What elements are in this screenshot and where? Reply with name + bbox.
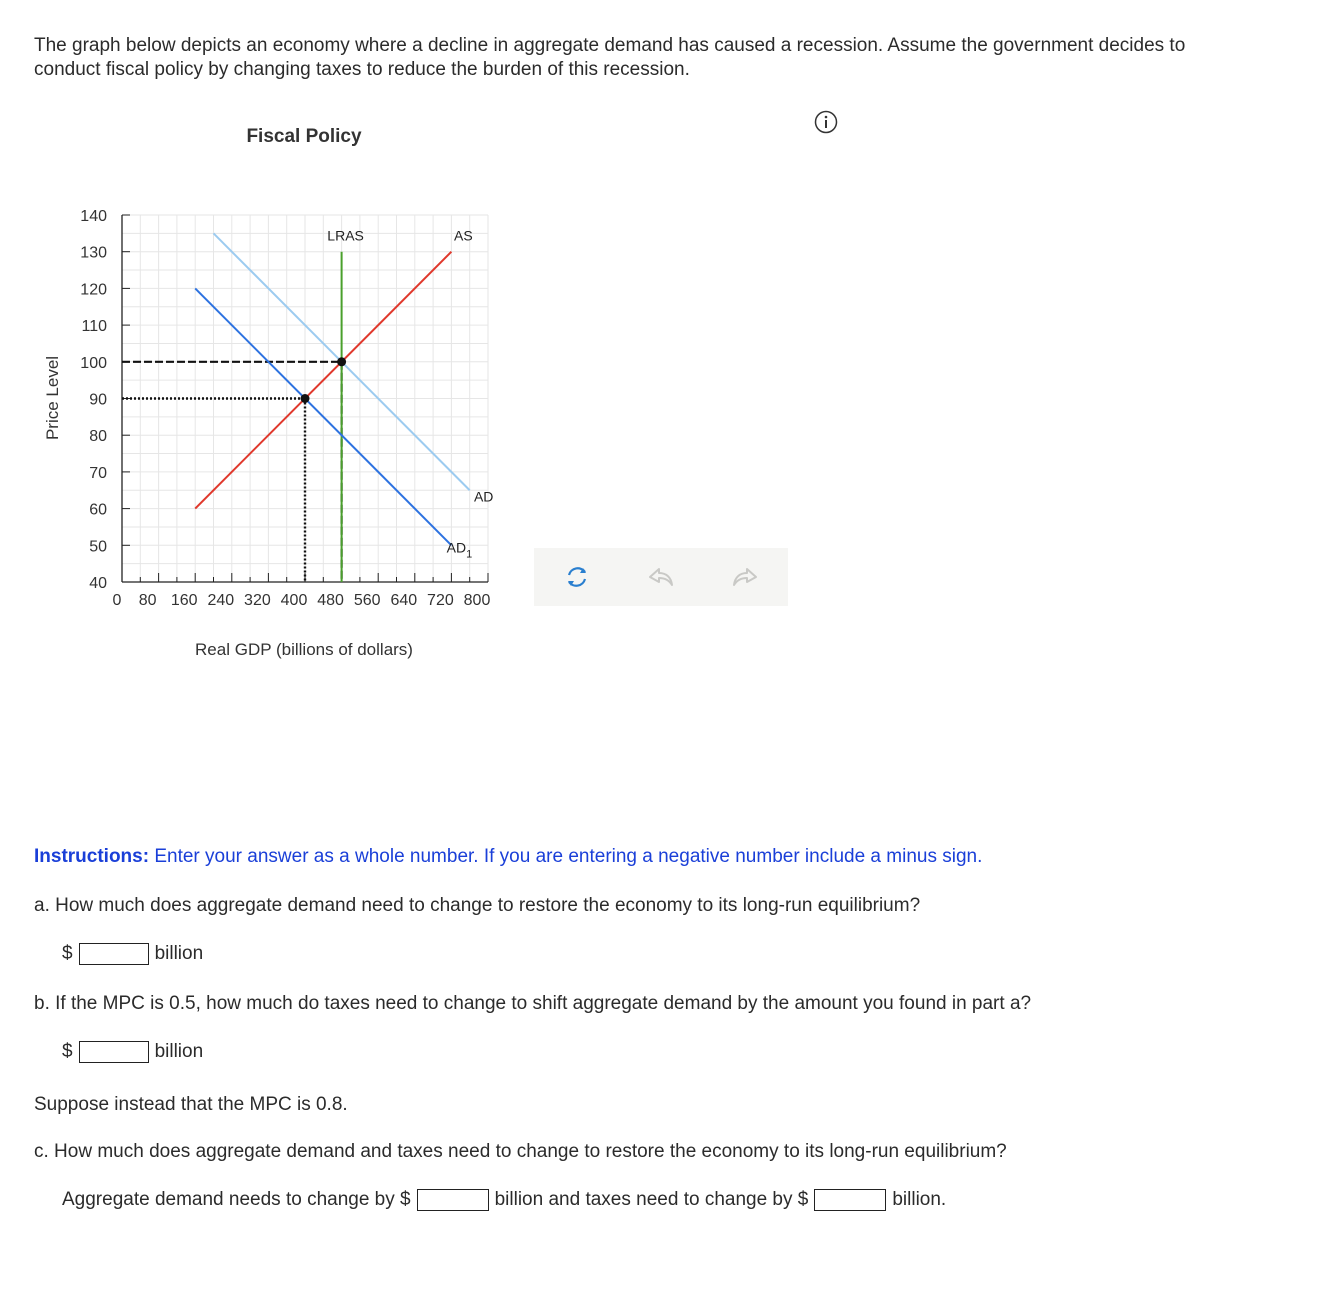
x-tick-label: 800 <box>463 592 491 609</box>
fiscal-policy-chart <box>0 110 540 690</box>
answer-a-input[interactable] <box>79 943 149 965</box>
y-tick-label: 90 <box>89 391 107 409</box>
answer-c-tax-input[interactable] <box>814 1189 886 1211</box>
undo-icon[interactable] <box>644 560 678 594</box>
question-intro: The graph below depicts an economy where a decline in aggregate demand has caused a recession. Assume the government decides to conduct fiscal policy by changing taxes to reduce the burden of this recession. <box>34 35 1186 80</box>
x-tick-label: 0 <box>112 592 122 609</box>
series <box>195 228 493 582</box>
x-tick-label: 160 <box>170 592 198 609</box>
suppose-text: Suppose instead that the MPC is 0.8. <box>34 1094 348 1115</box>
question-c: c. How much does aggregate demand and taxes need to change to restore the economy to its long-run equilibrium? <box>34 1141 1007 1162</box>
x-axis-label: Real GDP (billions of dollars) <box>195 640 413 659</box>
x-tick-label: 240 <box>207 592 235 609</box>
equilibrium-point <box>301 394 310 403</box>
tick-labels <box>80 208 490 609</box>
x-tick-label: 320 <box>244 592 271 609</box>
answer-a-row <box>62 943 203 965</box>
series-label: $AD_1$ <box>446 539 473 561</box>
x-tick-label: 80 <box>138 592 157 609</box>
y-tick-label: 80 <box>89 428 107 446</box>
answer-c-middle: billion and taxes need to change by $ <box>494 1189 809 1210</box>
instructions: Instructions: Enter your answer as a whole number. If you are entering a negative number include a minus sign. <box>34 846 983 867</box>
series-label-subscript: 1 <box>466 548 473 561</box>
answer-b-input[interactable] <box>79 1041 149 1063</box>
answer-c-prefix: Aggregate demand needs to change by $ <box>62 1189 411 1210</box>
chart-title: Fiscal Policy <box>246 126 362 147</box>
x-tick-label: 720 <box>427 592 454 609</box>
currency-symbol: $ <box>62 1041 73 1062</box>
redo-icon[interactable] <box>728 560 762 594</box>
x-tick-label: 560 <box>353 592 381 609</box>
x-tick-label: 480 <box>317 592 344 609</box>
answer-c-ad-input[interactable] <box>417 1189 489 1211</box>
info-icon[interactable] <box>814 110 838 134</box>
question-a: a. How much does aggregate demand need to change to restore the economy to its long-run equilibrium? <box>34 895 921 916</box>
x-tick-label: 400 <box>280 592 308 609</box>
series-label: AD <box>473 488 494 505</box>
currency-symbol: $ <box>62 943 73 964</box>
answer-b-row <box>62 1041 203 1063</box>
y-axis-label: Price Level <box>43 355 62 441</box>
y-tick-label: 60 <box>89 501 107 519</box>
reset-icon[interactable] <box>560 560 594 594</box>
answer-c-suffix: billion. <box>892 1189 947 1210</box>
series-label: LRAS <box>327 227 364 244</box>
unit-label: billion <box>154 1041 204 1062</box>
y-tick-label: 140 <box>80 208 107 225</box>
question-b: b. If the MPC is 0.5, how much do taxes need to change to shift aggregate demand by the amount you found in part a? <box>34 993 1032 1014</box>
graph-toolbar <box>534 548 788 606</box>
y-tick-label: 50 <box>89 538 107 556</box>
y-tick-label: 100 <box>80 354 107 372</box>
x-tick-label: 640 <box>390 592 418 609</box>
y-tick-label: 130 <box>80 244 107 262</box>
answer-c-row <box>62 1189 946 1211</box>
series-label: AS <box>454 227 473 244</box>
y-tick-label: 40 <box>89 575 107 592</box>
y-tick-label: 70 <box>89 464 107 482</box>
equilibrium-point <box>337 357 346 366</box>
y-tick-label: 120 <box>80 281 107 299</box>
y-tick-label: 110 <box>81 318 107 336</box>
unit-label: billion <box>154 943 204 964</box>
